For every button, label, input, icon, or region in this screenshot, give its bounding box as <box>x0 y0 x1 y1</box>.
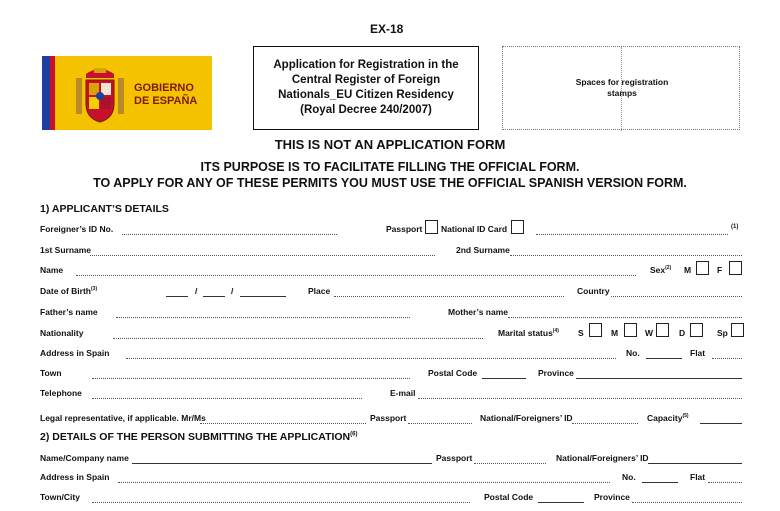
flat-label: Flat <box>690 348 706 358</box>
marital-separated-checkbox[interactable] <box>731 323 744 337</box>
second-surname-field[interactable] <box>510 255 742 256</box>
legal-rep-passport-field[interactable] <box>408 423 472 424</box>
province-field[interactable] <box>576 378 742 379</box>
form-title-line: Central Register of Foreign <box>291 74 441 86</box>
capacity-field[interactable] <box>700 423 742 424</box>
number-label: No. <box>626 348 640 358</box>
dob-year-field[interactable] <box>240 296 286 297</box>
logo-text: GOBIERNO DE ESPAÑA <box>134 82 198 107</box>
submitter-postal-code-field[interactable] <box>538 502 584 503</box>
marital-widowed-label: W <box>645 328 654 338</box>
name-company-field[interactable] <box>132 463 432 464</box>
logo-blue-stripe <box>42 56 50 130</box>
legal-rep-passport-label: Passport <box>370 413 407 423</box>
postal-code-label: Postal Code <box>428 368 478 378</box>
submitter-number-label: No. <box>622 472 636 482</box>
sex-male-label: M <box>684 265 692 275</box>
notice-purpose: ITS PURPOSE IS TO FACILITATE FILLING THE OFFICIAL FORM. <box>200 160 580 174</box>
submitter-id-field[interactable] <box>648 463 742 464</box>
sex-male-checkbox[interactable] <box>696 261 709 275</box>
first-surname-label: 1st Surname <box>40 245 92 255</box>
notice-not-application: THIS IS NOT AN APPLICATION FORM <box>274 137 506 152</box>
province-label: Province <box>538 368 574 378</box>
address-in-spain-field[interactable] <box>126 358 616 359</box>
passport-label: Passport <box>386 224 423 234</box>
marital-widowed-checkbox[interactable] <box>656 323 669 337</box>
marital-married-label: M <box>611 328 619 338</box>
submitter-number-field[interactable] <box>642 482 678 483</box>
submitter-flat-label: Flat <box>690 472 706 482</box>
submitter-passport-label: Passport <box>436 453 473 463</box>
name-field[interactable] <box>76 275 636 276</box>
foreigner-id-field[interactable] <box>122 234 337 235</box>
form-title-line: (Royal Decree 240/2007) <box>300 104 432 116</box>
submitter-postal-code-label: Postal Code <box>484 492 534 502</box>
sex-female-checkbox[interactable] <box>729 261 742 275</box>
place-field[interactable] <box>334 296 564 297</box>
telephone-label: Telephone <box>40 388 82 398</box>
logo-red-stripe <box>50 56 55 130</box>
national-id-card-checkbox[interactable] <box>511 220 524 234</box>
marital-single-checkbox[interactable] <box>589 323 602 337</box>
coat-of-arms-icon <box>72 64 128 124</box>
legal-rep-id-label: National/Foreigners’ ID <box>480 413 573 423</box>
marital-status-label: Marital status$^{(4)}$ <box>498 328 559 338</box>
fathers-name-field[interactable] <box>116 317 410 318</box>
passport-checkbox[interactable] <box>425 220 438 234</box>
marital-separated-label: Sp <box>717 328 728 338</box>
place-label: Place <box>308 286 331 296</box>
name-company-label: Name/Company name <box>40 453 129 463</box>
marital-divorced-checkbox[interactable] <box>690 323 703 337</box>
form-title-line: Nationals_EU Citizen Residency <box>278 89 454 101</box>
form-title-box <box>253 46 479 130</box>
submitter-address-field[interactable] <box>118 482 610 483</box>
sex-label: Sex$^{(2)}$ <box>650 265 672 275</box>
registration-stamp-box <box>502 46 740 130</box>
notice-official-version: TO APPLY FOR ANY OF THESE PERMITS YOU MUST USE THE OFFICIAL SPANISH VERSION FORM. <box>93 176 687 190</box>
legal-rep-id-field[interactable] <box>572 423 638 424</box>
submitter-province-field[interactable] <box>632 502 742 503</box>
government-logo <box>42 56 212 130</box>
form-code: EX-18 <box>370 22 404 36</box>
legal-representative-field[interactable] <box>200 423 366 424</box>
section-applicant-details: 1) APPLICANT’S DETAILS <box>40 203 169 215</box>
document-number-field[interactable] <box>536 234 728 235</box>
sex-female-label: F <box>717 265 723 275</box>
first-surname-field[interactable] <box>90 255 435 256</box>
second-surname-label: 2nd Surname <box>456 245 510 255</box>
marital-divorced-label: D <box>679 328 686 338</box>
town-label: Town <box>40 368 62 378</box>
mothers-name-label: Mother’s name <box>448 307 508 317</box>
national-id-card-label: National ID Card <box>441 224 508 234</box>
email-field[interactable] <box>418 398 742 399</box>
foreigner-id-label: Foreigner’s ID No. <box>40 224 114 234</box>
submitter-province-label: Province <box>594 492 630 502</box>
section-person-submitting: 2) DETAILS OF THE PERSON SUBMITTING THE APPLICATION$^{(6)}$ <box>40 431 358 443</box>
dob-day-field[interactable] <box>166 296 188 297</box>
submitter-flat-field[interactable] <box>708 482 742 483</box>
nationality-field[interactable] <box>113 338 483 339</box>
submitter-town-field[interactable] <box>92 502 470 503</box>
town-field[interactable] <box>92 378 410 379</box>
name-label: Name <box>40 265 64 275</box>
form-title-line: Application for Registration in the <box>273 59 459 71</box>
dob-month-field[interactable] <box>203 296 225 297</box>
country-label: Country <box>577 286 610 296</box>
stamp-box-label: Spaces for registration stamps <box>575 77 669 98</box>
note-1: (1) <box>731 224 739 230</box>
telephone-field[interactable] <box>92 398 362 399</box>
address-in-spain-label: Address in Spain <box>40 348 110 358</box>
date-of-birth-label: Date of Birth$^{(3)}$ <box>40 286 98 296</box>
nationality-label: Nationality <box>40 328 84 338</box>
capacity-label: Capacity$^{(5)}$ <box>647 413 689 423</box>
submitter-address-label: Address in Spain <box>40 472 110 482</box>
marital-married-checkbox[interactable] <box>624 323 637 337</box>
fathers-name-label: Father’s name <box>40 307 98 317</box>
marital-single-label: S <box>578 328 584 338</box>
mothers-name-field[interactable] <box>508 317 742 318</box>
country-field[interactable] <box>611 296 742 297</box>
submitter-town-label: Town/City <box>40 492 80 502</box>
email-label: E-mail <box>390 388 416 398</box>
flat-field[interactable] <box>712 358 742 359</box>
number-field[interactable] <box>646 358 682 359</box>
legal-representative-label: Legal representative, if applicable. Mr/Ms <box>40 413 206 423</box>
submitter-id-label: National/Foreigners’ ID <box>556 453 649 463</box>
submitter-passport-field[interactable] <box>474 463 546 464</box>
postal-code-field[interactable] <box>482 378 526 379</box>
